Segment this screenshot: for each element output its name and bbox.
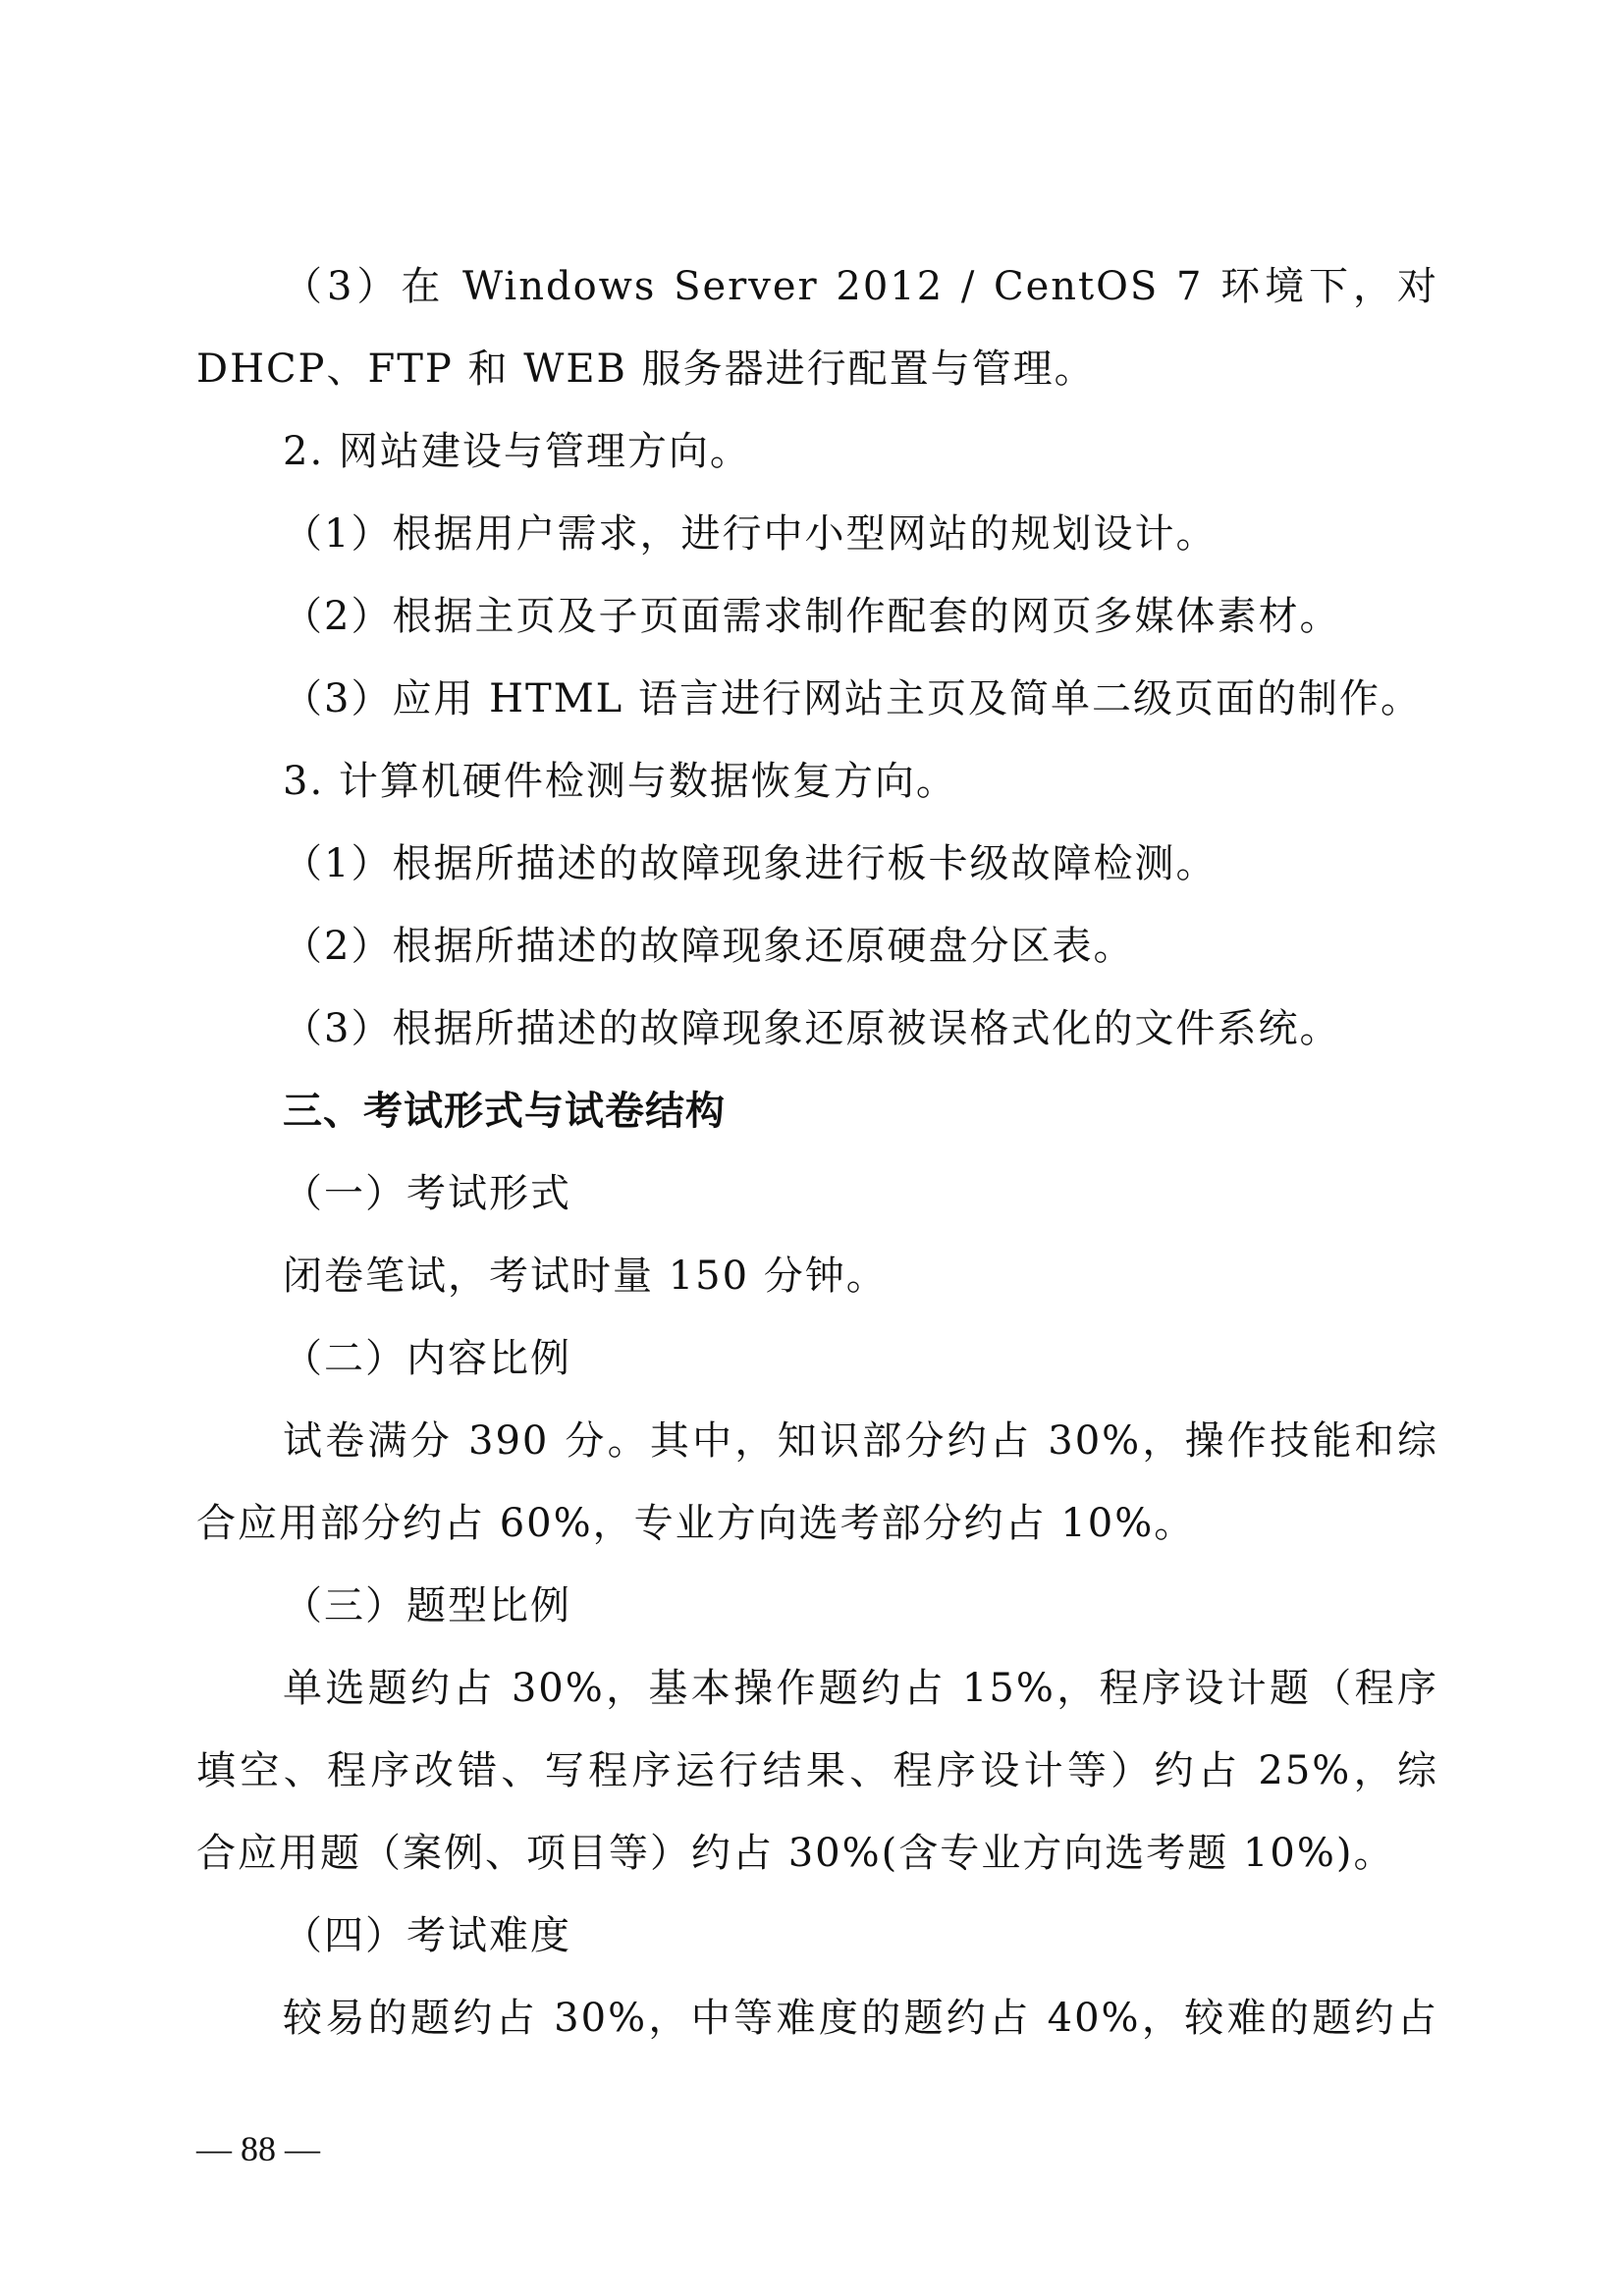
text-line: （1）根据用户需求，进行中小型网站的规划设计。 bbox=[283, 511, 1218, 557]
text-line: （3）应用 HTML 语言进行网站主页及简单二级页面的制作。 bbox=[283, 676, 1422, 721]
subsection-heading: （二）内容比例 bbox=[283, 1336, 571, 1381]
text-line: （3）根据所描述的故障现象还原被误格式化的文件系统。 bbox=[283, 1006, 1341, 1051]
text-line: DHCP、FTP 和 WEB 服务器进行配置与管理。 bbox=[196, 347, 1096, 392]
body-text bbox=[196, 245, 1438, 2059]
page-number: — 88 — bbox=[196, 2129, 320, 2168]
text-line: 单选题约占 30%，基本操作题约占 15%，程序设计题（程序 bbox=[283, 1666, 1438, 1711]
section-heading: 三、考试形式与试卷结构 bbox=[283, 1089, 726, 1134]
subsection-heading: （四）考试难度 bbox=[283, 1913, 571, 1958]
subsection-heading: （三）题型比例 bbox=[283, 1583, 571, 1629]
text-line: （3）在 Windows Server 2012 / CentOS 7 环境下，对 bbox=[283, 264, 1438, 309]
text-line: 填空、程序改错、写程序运行结果、程序设计等）约占 25%，综 bbox=[196, 1748, 1438, 1793]
text-line: 合应用部分约占 60%，专业方向选考部分约占 10%。 bbox=[196, 1501, 1196, 1546]
text-line: （2）根据所描述的故障现象还原硬盘分区表。 bbox=[283, 924, 1135, 969]
text-line: 较易的题约占 30%，中等难度的题约占 40%，较难的题约占 bbox=[283, 1996, 1438, 2041]
section-item: 3. 计算机硬件检测与数据恢复方向。 bbox=[283, 759, 957, 804]
text-line: 试卷满分 390 分。其中，知识部分约占 30%，操作技能和综 bbox=[283, 1418, 1438, 1464]
subsection-heading: （一）考试形式 bbox=[283, 1171, 571, 1216]
text-line: 合应用题（案例、项目等）约占 30%(含专业方向选考题 10%)。 bbox=[196, 1831, 1395, 1876]
section-item: 2. 网站建设与管理方向。 bbox=[283, 429, 751, 474]
text-line: 闭卷笔试，考试时量 150 分钟。 bbox=[283, 1254, 888, 1299]
text-line: （2）根据主页及子页面需求制作配套的网页多媒体素材。 bbox=[283, 594, 1341, 639]
text-line: （1）根据所描述的故障现象进行板卡级故障检测。 bbox=[283, 841, 1218, 886]
